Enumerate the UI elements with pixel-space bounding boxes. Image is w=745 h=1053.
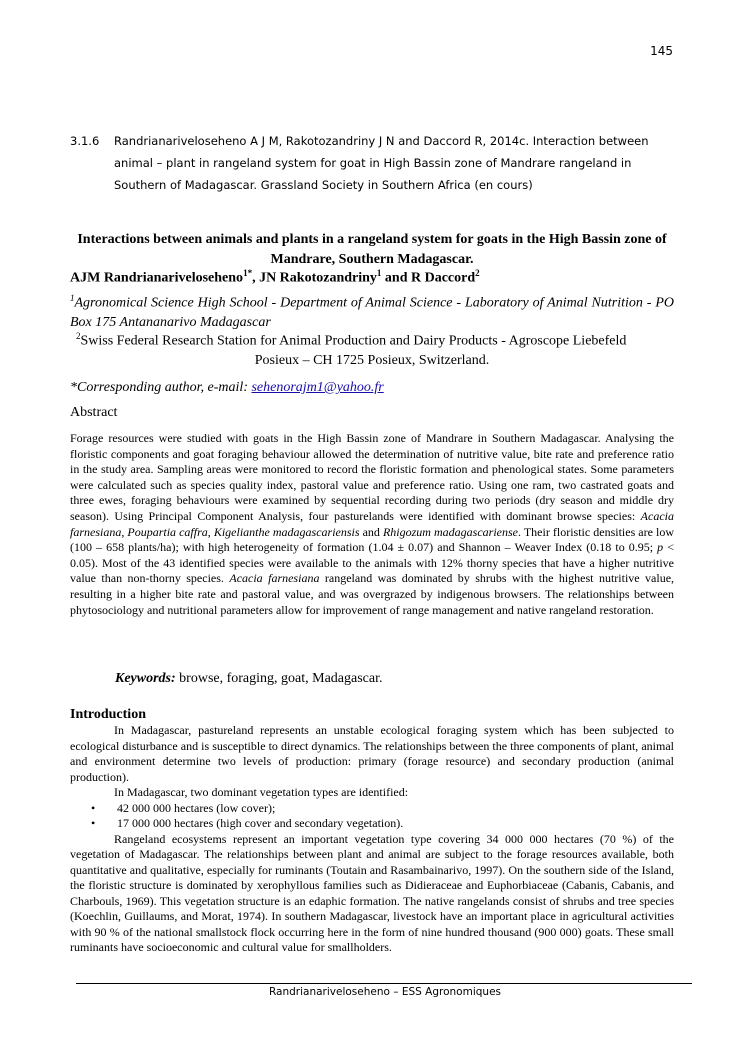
author-2-sup: 1	[376, 268, 382, 278]
page-number: 145	[650, 44, 673, 58]
affiliation-2	[76, 327, 676, 351]
page-footer: Randrianariveloseheno – ESS Agronomiques	[268, 986, 501, 998]
species-4: Rhigozum madagascariense	[382, 524, 519, 539]
affiliation-1	[70, 289, 674, 332]
bullet-icon: •	[91, 816, 96, 830]
keywords	[115, 671, 383, 687]
conjunction: and	[359, 524, 383, 539]
abstract-heading: Abstract	[70, 405, 118, 420]
species-3: Kigelianthe madagascariensis	[213, 524, 360, 539]
affiliation-2-address: Posieux – CH 1725 Posieux, Switzerland.	[254, 353, 490, 368]
vegetation-list	[70, 801, 674, 832]
author-1: AJM Randrianariveloseheno	[70, 270, 244, 286]
list-item	[70, 816, 674, 832]
intro-paragraph-1: In Madagascar, pastureland represents an unstable ecological foraging system which has been subjected to ecological disturbance and is susceptible to direct dynamics. The relationships between the three components of plant, animal and environment determine two levels of production: primary (forage resource) and secondary production (animal production).	[70, 723, 674, 784]
reference-text: Randrianariveloseheno A J M, Rakotozandriny J N and Daccord R, 2014c. Interaction between animal – plant in rangeland system for goat in High Bassin zone of Mandrare rangeland in Southern of Madagascar. Grassland Society in Southern Africa (en cours)	[114, 134, 649, 192]
abstract-text-1: Forage resources were studied with goats in the High Bassin zone of Mandrare in Southern Madagascar. Analysing the floristic components and goat foraging behaviour allowed the determination of nutritive value, bite rate and preference ratio in the study area. Sampling areas were monitored to record the floristic formation and phenological states. Some parameters were calculated such as species quality index, pastoral value and preference ratio. Using one ram, two castrated goats and three ewes, foraging behaviours were examined by sequential recording during two periods (dry season and middle dry season). Using Principal Component Analysis, four pasturelands were identified with dominant browse species:	[70, 431, 674, 523]
introduction-body	[70, 723, 674, 956]
list-item	[70, 801, 674, 817]
abstract-text-2: . Their floristic densities are low (100 – 658 plants/ha); with high heterogeneity of formation (1.04 ± 0.07) and Shannon – Weaver Index (0.18 to 0.95;	[70, 524, 674, 555]
affiliation-1-sup: 1	[70, 293, 75, 303]
reference-entry	[70, 130, 674, 196]
species-1: Acacia farnesiana	[70, 508, 674, 539]
introduction-heading: Introduction	[70, 707, 146, 722]
abstract-body	[70, 431, 674, 618]
p-value-symbol: p	[657, 540, 664, 555]
author-1-sup: 1*	[243, 268, 253, 278]
abstract-text-4: rangeland was dominated by shrubs with the highest nutritive value, resulting in a higher bite rate and pastoral value, and was overgrazed by indigenous browsers. The relationships between phytosociology and nutritional parameters allow for improvement of range management and native rangeland restoration.	[70, 571, 675, 617]
affiliation-2-sup: 2	[76, 331, 81, 341]
author-3: and R Daccord	[381, 270, 476, 286]
abstract-text-3: < 0.05). Most of the 43 identified species were available to the animals with 12% thorny species that have a higher nutritive value than non-thorny species.	[70, 540, 674, 586]
species-5: Acacia farnesiana	[229, 571, 320, 586]
list-item-text: 42 000 000 hectares (low cover);	[117, 800, 276, 815]
list-item-text: 17 000 000 hectares (high cover and secondary vegetation).	[117, 816, 404, 830]
author-list	[70, 268, 480, 287]
author-2: , JN Rakotozandriny	[252, 270, 377, 286]
corresponding-author	[70, 380, 384, 396]
paper-title: Interactions between animals and plants in a rangeland system for goats in the High Bassin zone of Mandrare, Southern Madagascar.	[77, 232, 667, 267]
comma-2: ,	[207, 524, 214, 539]
keywords-text: browse, foraging, goat, Madagascar.	[175, 671, 383, 686]
bullet-icon: •	[91, 800, 96, 815]
corresponding-label: *Corresponding author, e-mail:	[70, 380, 252, 395]
species-2: Poupartia caffra	[127, 524, 208, 539]
intro-paragraph-3: Rangeland ecosystems represent an important vegetation type covering 34 000 000 hectares (70 %) of the vegetation of Madagascar. The relationships between plant and animal are subject to the forage resources available, both quantitative and qualitative, especially for ruminants (Toutain and Rasambainarivo, 1997). On the southern side of the Island, the floristic structure is dominated by xerophyllous families such as Didieraceae and Euphorbiaceae (Cabanis, Cabanis, and Charbouls, 1969). This vegetation structure is an edaphic formation. The native rangelands consist of shrubs and tree species (Koechlin, Guillaums, and Morat, 1974). In southern Madagascar, livestock have an important place in agricultural activities with 90 % of the national smallstock flock occurring here in the form of nine hundred thousand (900 000) goats. These small ruminants have socioeconomic and cultural value for smallholders.	[70, 831, 674, 954]
intro-paragraph-2: In Madagascar, two dominant vegetation types are identified:	[114, 785, 409, 799]
keywords-label: Keywords:	[115, 671, 176, 686]
footer-divider	[76, 983, 692, 984]
reference-number: 3.1.6	[70, 134, 100, 148]
email-link[interactable]: sehenorajm1@yahoo.fr	[251, 380, 384, 395]
affiliation-1-text: Agronomical Science High School - Department of Animal Science - Laboratory of Animal Nutrition - PO Box 175 Antananarivo Madagascar	[70, 295, 674, 330]
comma-1: ,	[121, 524, 128, 539]
affiliation-2-text: Swiss Federal Research Station for Animal Production and Dairy Products - Agroscope Liebefeld	[80, 333, 627, 349]
author-3-sup: 2	[475, 268, 480, 278]
